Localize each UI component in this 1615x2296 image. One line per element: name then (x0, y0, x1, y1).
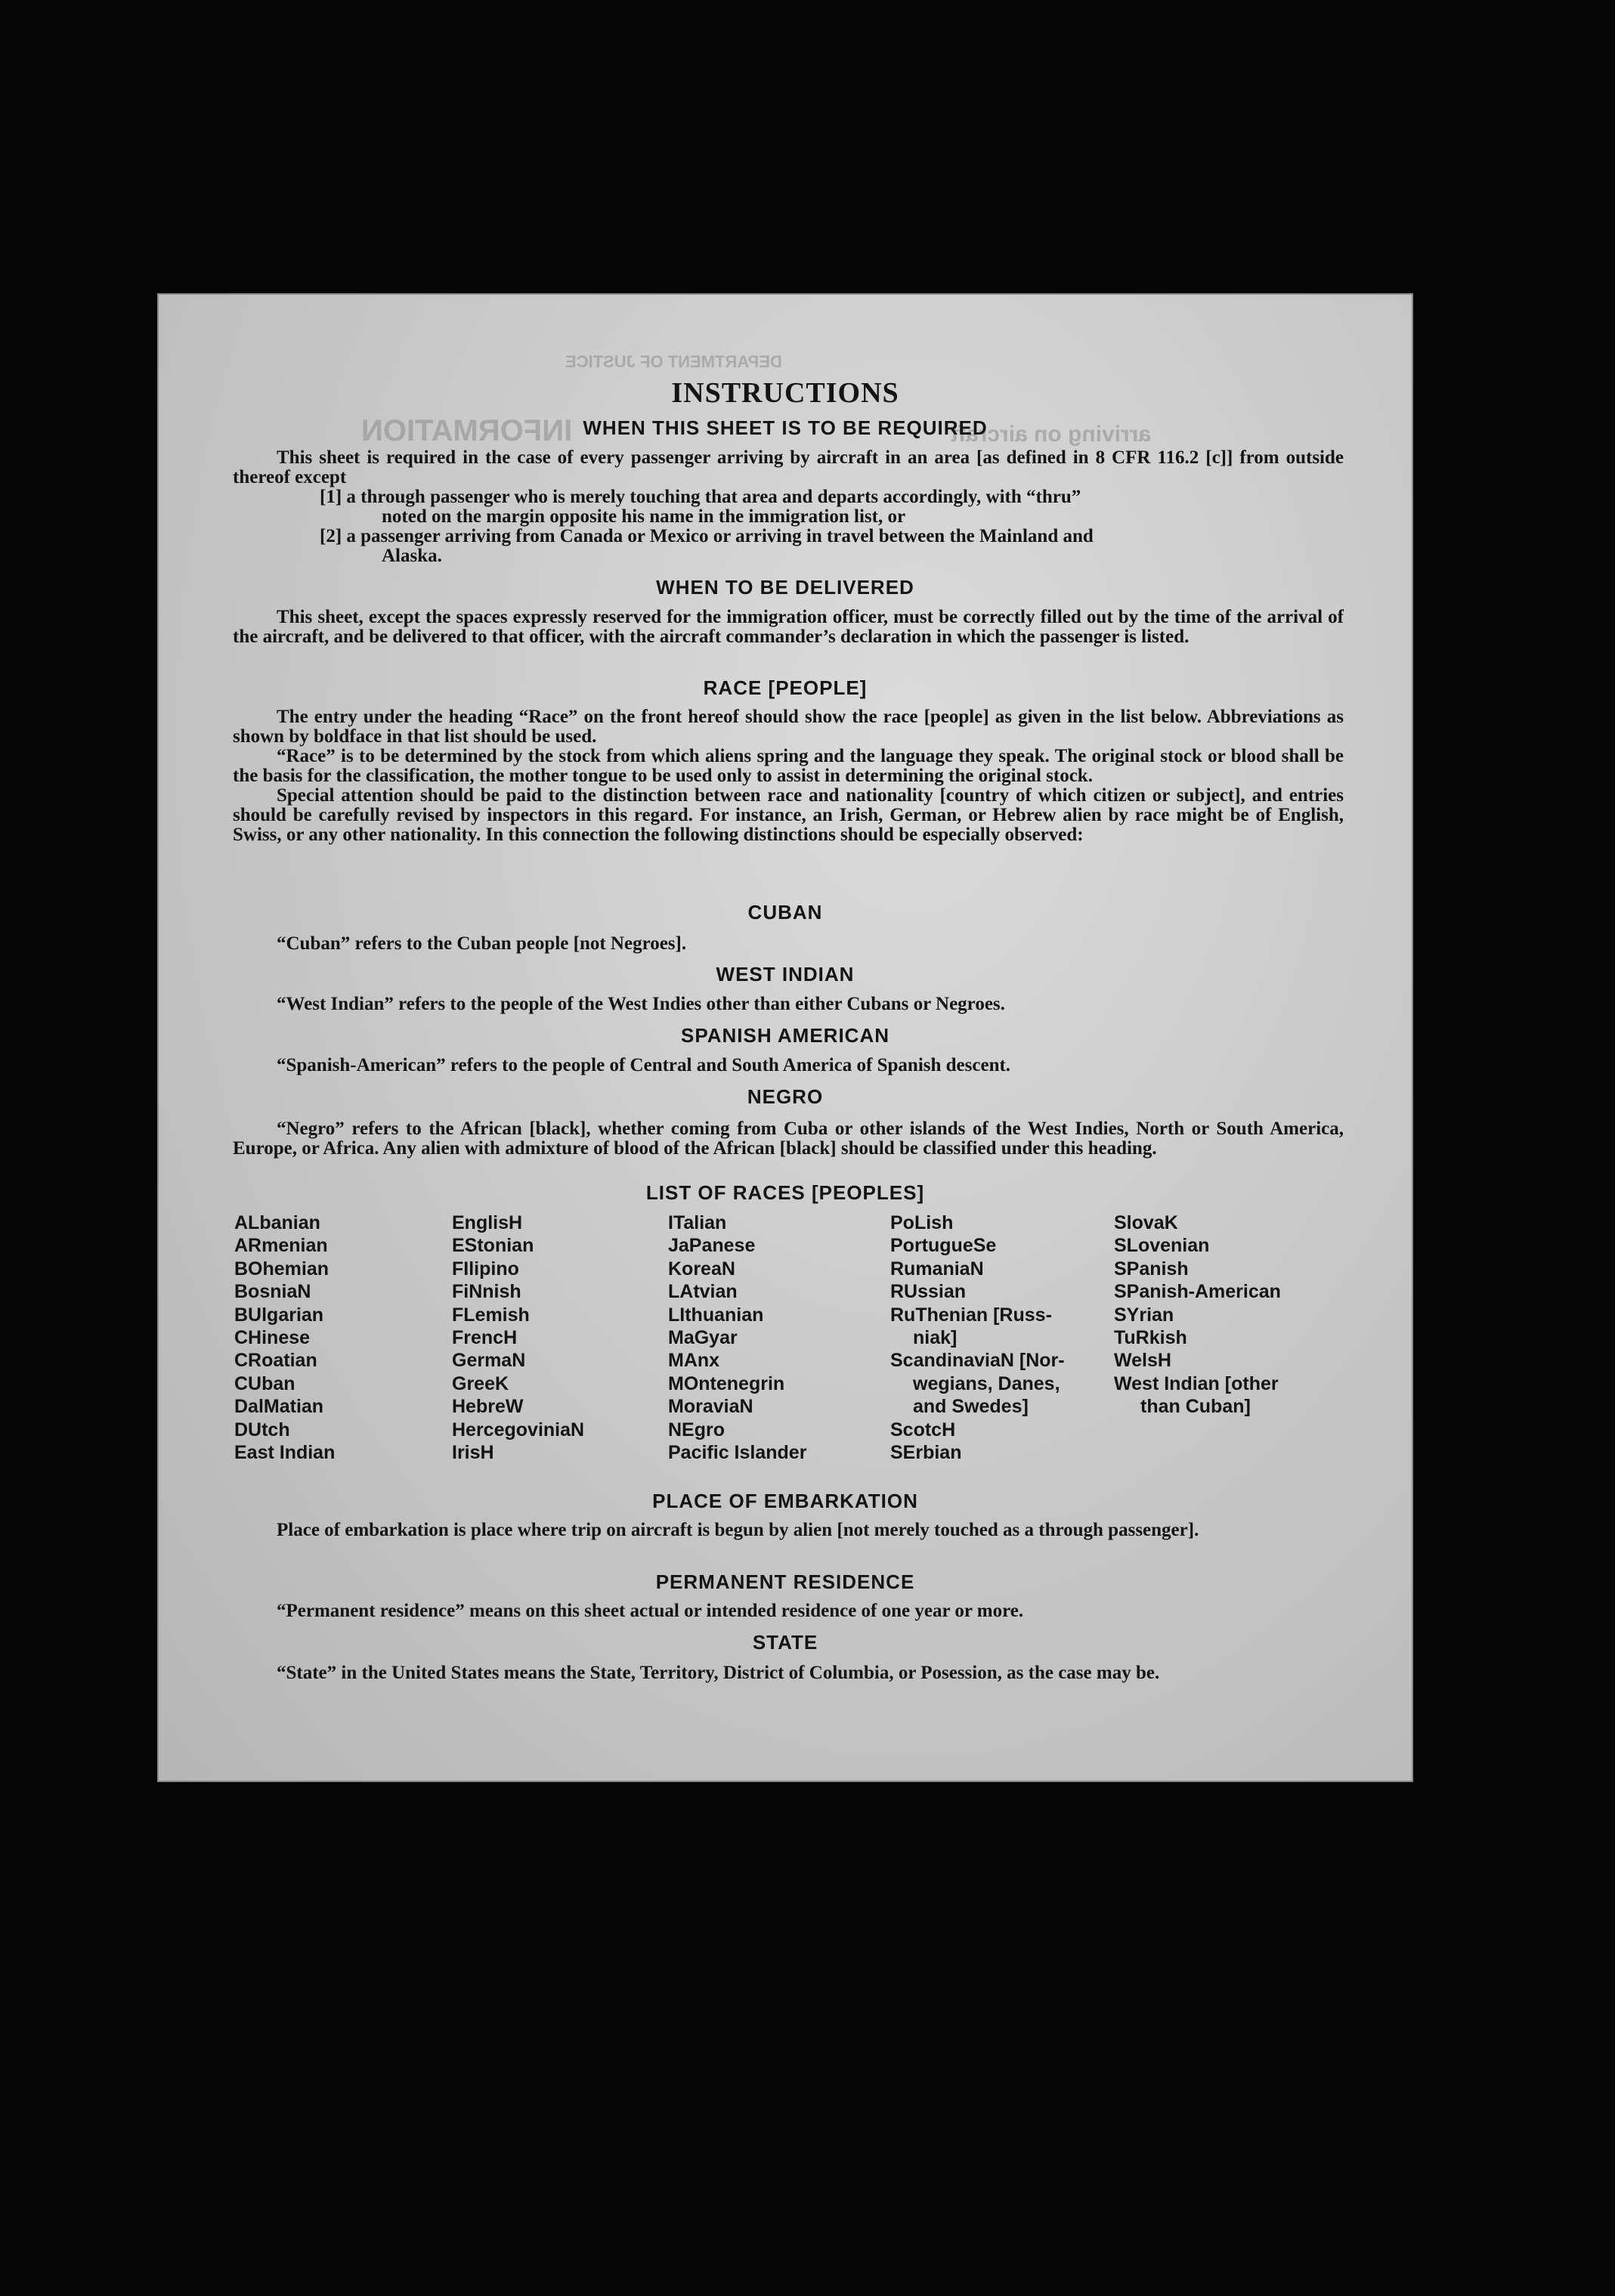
races-column-3 (668, 1211, 806, 1464)
race-entry: FrencH (452, 1327, 518, 1349)
race-entry: ARmenian (234, 1235, 328, 1257)
race-entry: EnglisH (452, 1212, 523, 1233)
permanent-residence-text: “Permanent residence” means on this sheet actual or intended residence of one year or more. (277, 1601, 1024, 1621)
race-entry: GreeK (452, 1372, 509, 1394)
race-entry: PoLish (890, 1212, 954, 1233)
race-entry: BUlgarian (234, 1304, 324, 1326)
races-column-4 (890, 1211, 1065, 1464)
race-entry: SLovenian (1114, 1235, 1210, 1257)
heading-list-of-races: LIST OF RACES [PEOPLES] (645, 1181, 925, 1204)
race-entry: SYrian (1114, 1304, 1174, 1326)
heading-when-required: WHEN THIS SHEET IS TO BE REQUIRED (583, 416, 988, 439)
race-entry: LAtvian (668, 1281, 738, 1303)
race-entry: DUtch (234, 1419, 290, 1440)
west-indian-text: “West Indian” refers to the people of the West Indies other than either Cubans or Negroes. (277, 994, 1005, 1014)
race-entry: KoreaN (668, 1258, 735, 1280)
race-entry: NEgro (668, 1419, 725, 1440)
when-delivered-text: This sheet, except the spaces expressly reserved for the immigration officer, must be correctly filled out by the time of the arrival of the aircraft, and be delivered to that officer, with the aircraft commander’s declaration in which the passenger is listed. (233, 607, 1344, 647)
race-entry-continuation: and Swedes] (913, 1396, 1029, 1418)
races-column-1 (234, 1211, 335, 1464)
page-title: INSTRUCTIONS (671, 377, 899, 409)
race-entry: SPanish (1114, 1258, 1189, 1280)
race-entry: FIlipino (452, 1258, 519, 1280)
race-entry: FiNnish (452, 1281, 521, 1303)
race-entry: WelsH (1114, 1350, 1171, 1372)
race-entry: SlovaK (1114, 1212, 1178, 1233)
heading-spanish-american: SPANISH AMERICAN (680, 1024, 889, 1047)
race-entry: MaGyar (668, 1327, 738, 1349)
race-entry: GermaN (452, 1350, 526, 1372)
race-entry: RUssian (890, 1281, 967, 1303)
race-text: The entry under the heading “Race” on the front hereof should show the race [people] as given in the list below. Abbreviations as shown by boldface in that list should be used. “Race” is to be determined by the stock from which aliens spring and the language they speak. The original stock or blood shall be the basis for the classification, the mother tongue to be used only to assist in determining the original stock. Special attention should be paid to the distinction between race and nationality [country of which citizen or subject], and entries should be carefully revised by inspectors in this regard. For instance, an Irish, German, or Hebrew alien by race might be of English, Swiss, or any other nationality. In this connection the following distinctions should be especially observed: (233, 707, 1344, 845)
heading-west-indian: WEST INDIAN (716, 963, 855, 986)
race-entry: IrisH (452, 1442, 494, 1464)
bleed-through-title: INFORMATION (361, 414, 573, 447)
race-entry: ITalian (668, 1212, 727, 1233)
race-entry: TuRkish (1114, 1327, 1187, 1349)
race-entry: RuThenian [Russ- (890, 1304, 1052, 1326)
race-entry: CUban (234, 1372, 295, 1394)
heading-when-delivered: WHEN TO BE DELIVERED (656, 576, 914, 599)
heading-race: RACE [PEOPLE] (703, 676, 868, 699)
race-entry-continuation: niak] (913, 1327, 958, 1349)
races-column-5 (1114, 1211, 1281, 1419)
race-entry: FLemish (452, 1304, 530, 1326)
heading-permanent-residence: PERMANENT RESIDENCE (655, 1570, 915, 1593)
heading-negro: NEGRO (747, 1085, 824, 1108)
race-entry: RumaniaN (890, 1258, 984, 1280)
heading-place-of-embarkation: PLACE OF EMBARKATION (652, 1490, 918, 1512)
instruction-sheet (157, 293, 1413, 1782)
race-entry: MAnx (668, 1350, 720, 1372)
state-text: “State” in the United States means the State, Territory, District of Columbia, or Posession, as the case may be. (277, 1663, 1160, 1683)
race-entry: MoraviaN (668, 1396, 753, 1418)
race-entry: JaPanese (668, 1235, 756, 1257)
race-entry: East Indian (234, 1442, 336, 1464)
race-entry: CRoatian (234, 1350, 317, 1372)
spanish-american-text: “Spanish-American” refers to the people of Central and South America of Spanish descent. (277, 1055, 1011, 1075)
race-entry: BOhemian (234, 1258, 329, 1280)
race-entry-continuation: wegians, Danes, (913, 1372, 1060, 1394)
race-entry: EStonian (452, 1235, 534, 1257)
race-entry: ALbanian (234, 1212, 320, 1233)
race-entry: West Indian [other (1114, 1372, 1279, 1394)
race-entry: BosniaN (234, 1281, 311, 1303)
bleed-through-subtitle: arriving on aircraft (951, 422, 1152, 447)
bleed-through-header: DEPARTMENT OF JUSTICE (565, 352, 782, 371)
heading-cuban: CUBAN (747, 901, 823, 924)
race-entry: SErbian (890, 1442, 962, 1464)
race-entry: SPanish-American (1114, 1281, 1281, 1303)
negro-text: “Negro” refers to the African [black], whether coming from Cuba or other islands of the West Indies, North or South America, Europe, or Africa. Any alien with admixture of blood of the African [black] should be classified under this heading. (233, 1119, 1344, 1159)
exception-item-2: [2] a passenger arriving from Canada or Mexico or arriving in travel between the Mainland and Alaska. (320, 526, 1094, 566)
heading-state: STATE (752, 1631, 818, 1654)
race-entry: HercegoviniaN (452, 1419, 585, 1440)
race-entry: CHinese (234, 1327, 311, 1349)
race-entry: Pacific Islander (668, 1442, 807, 1464)
race-entry: MOntenegrin (668, 1372, 785, 1394)
races-column-2 (452, 1211, 584, 1464)
race-entry: PortugueSe (890, 1235, 997, 1257)
race-entry: DalMatian (234, 1396, 324, 1418)
race-entry: LIthuanian (668, 1304, 764, 1326)
exception-item-1: [1] a through passenger who is merely touching that area and departs accordingly, with “thru” noted on the margin opposite his name in the immigration list, or (320, 487, 1081, 527)
race-entry-continuation: than Cuban] (1140, 1396, 1251, 1418)
when-required-intro: This sheet is required in the case of every passenger arriving by aircraft in an area [as defined in 8 CFR 116.2 [c]] from outside thereof except (233, 447, 1344, 487)
race-entry: HebreW (452, 1396, 524, 1418)
embarkation-text: Place of embarkation is place where trip on aircraft is begun by alien [not merely touched as a through passenger]. (277, 1520, 1199, 1540)
race-entry: ScandinaviaN [Nor- (890, 1350, 1065, 1372)
race-entry: ScotcH (890, 1419, 956, 1440)
cuban-text: “Cuban” refers to the Cuban people [not Negroes]. (277, 933, 687, 954)
